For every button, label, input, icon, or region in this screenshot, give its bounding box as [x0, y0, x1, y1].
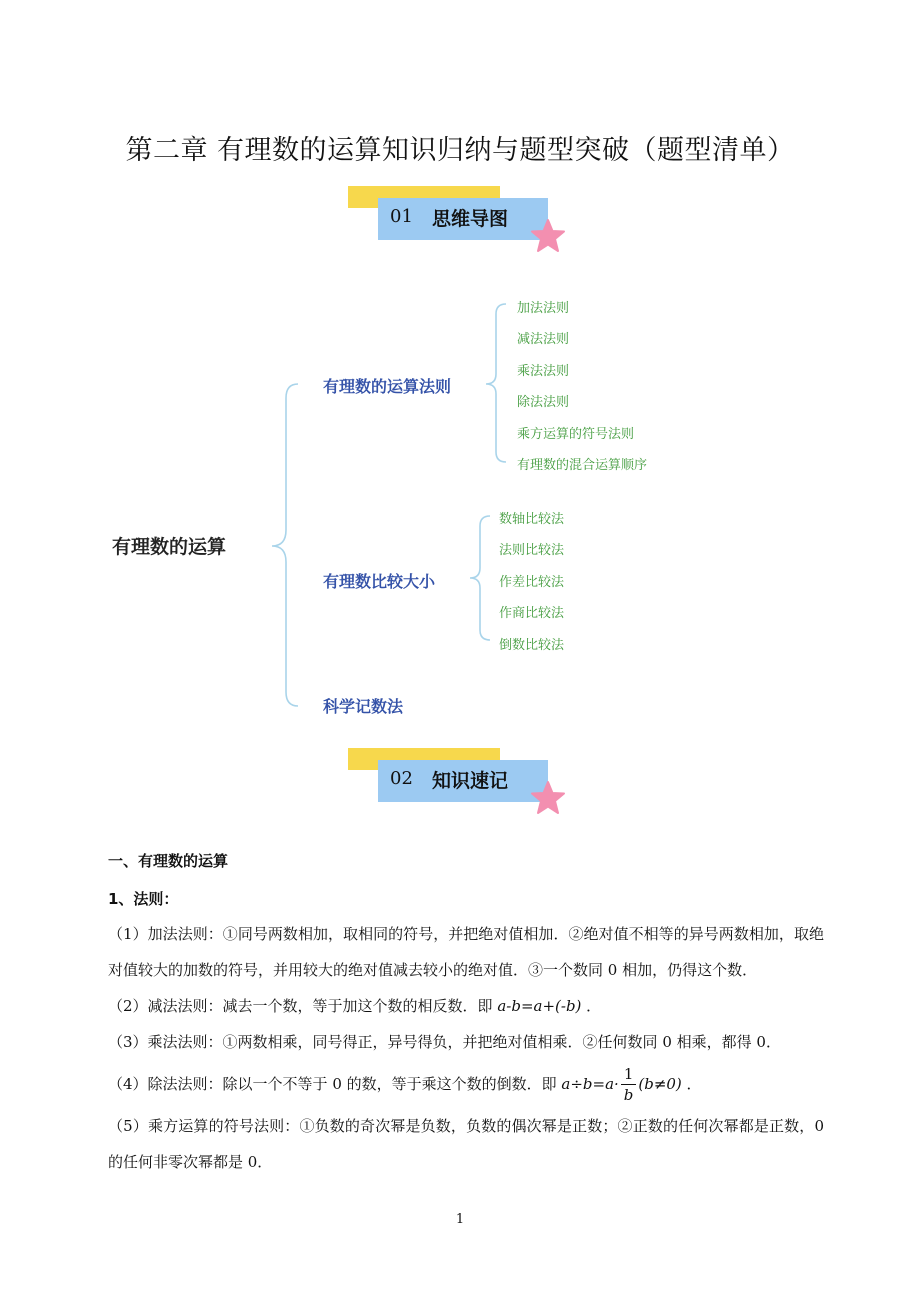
star-icon: [530, 218, 566, 254]
paragraph-division: [108, 1066, 824, 1103]
paragraph-power: （5）乘方运算的符号法则：①负数的奇次幂是负数，负数的偶次幂是正数；②正数的任何次幂都是正数，0 的任何非零次幂都是 0．: [108, 1117, 824, 1171]
mindmap-leaf: 作商比较法: [499, 606, 565, 621]
mindmap-leaf: 加法法则: [517, 301, 570, 316]
section-banner-mindmap: [348, 186, 568, 252]
mindmap-leaf: 乘法法则: [517, 364, 570, 379]
paragraph-text: （2）减法法则：减去一个数，等于加这个数的相反数．即: [108, 997, 498, 1015]
paragraph-subtraction: [108, 988, 824, 1024]
mindmap-branch-rules: 有理数的运算法则: [323, 377, 452, 396]
mindmap-branch-compare: 有理数比较大小: [323, 572, 436, 591]
mindmap-leaf: 有理数的混合运算顺序: [517, 458, 648, 473]
mindmap-leaf: 法则比较法: [499, 543, 565, 558]
fraction: [621, 1067, 637, 1103]
page-title: 第二章 有理数的运算知识归纳与题型突破（题型清单）: [125, 135, 795, 166]
heading-rules: 1、法则：: [108, 890, 179, 908]
section-number: 01: [390, 206, 413, 227]
star-icon: [530, 780, 566, 816]
heading-operations: 一、有理数的运算: [108, 852, 229, 870]
paragraph-end: ．: [581, 997, 602, 1015]
section-banner-knowledge: [348, 748, 568, 814]
mindmap-leaf: 减法法则: [517, 332, 570, 347]
mindmap-leaf: 除法法则: [517, 395, 570, 410]
paragraph-multiplication: （3）乘法法则：①两数相乘，同号得正，异号得负，并把绝对值相乘．②任何数同 0 相乘，都得 0．: [108, 1033, 781, 1051]
mindmap-leaf: 乘方运算的符号法则: [517, 427, 635, 442]
section-label: 思维导图: [432, 208, 509, 230]
page-number: 1: [455, 1212, 465, 1227]
paragraph-end: ．: [681, 1075, 702, 1093]
formula-left: a÷b=a·: [561, 1075, 619, 1093]
mindmap-branch-scientific: 科学记数法: [323, 697, 404, 716]
section-number: 02: [390, 768, 413, 789]
mindmap-leaf: 倒数比较法: [499, 638, 565, 653]
mindmap-root: 有理数的运算: [112, 536, 227, 558]
paragraph-text: （4）除法法则：除以一个不等于 0 的数，等于乘这个数的倒数．即: [108, 1075, 562, 1093]
fraction-denominator: b: [623, 1086, 634, 1104]
fraction-numerator: 1: [621, 1067, 637, 1085]
section-label: 知识速记: [432, 770, 509, 792]
formula-right: (b≠0): [638, 1075, 682, 1093]
paragraph-addition: （1）加法法则：①同号两数相加，取相同的符号，并把绝对值相加．②绝对值不相等的异号两数相加，取绝对值较大的加数的符号，并用较大的绝对值减去较小的绝对值．③一个数同 0 相加，仍得这个数．: [108, 925, 824, 979]
formula: a-b=a+(-b): [497, 997, 582, 1015]
mindmap-leaf: 数轴比较法: [499, 512, 565, 527]
mindmap-leaf: 作差比较法: [499, 575, 565, 590]
